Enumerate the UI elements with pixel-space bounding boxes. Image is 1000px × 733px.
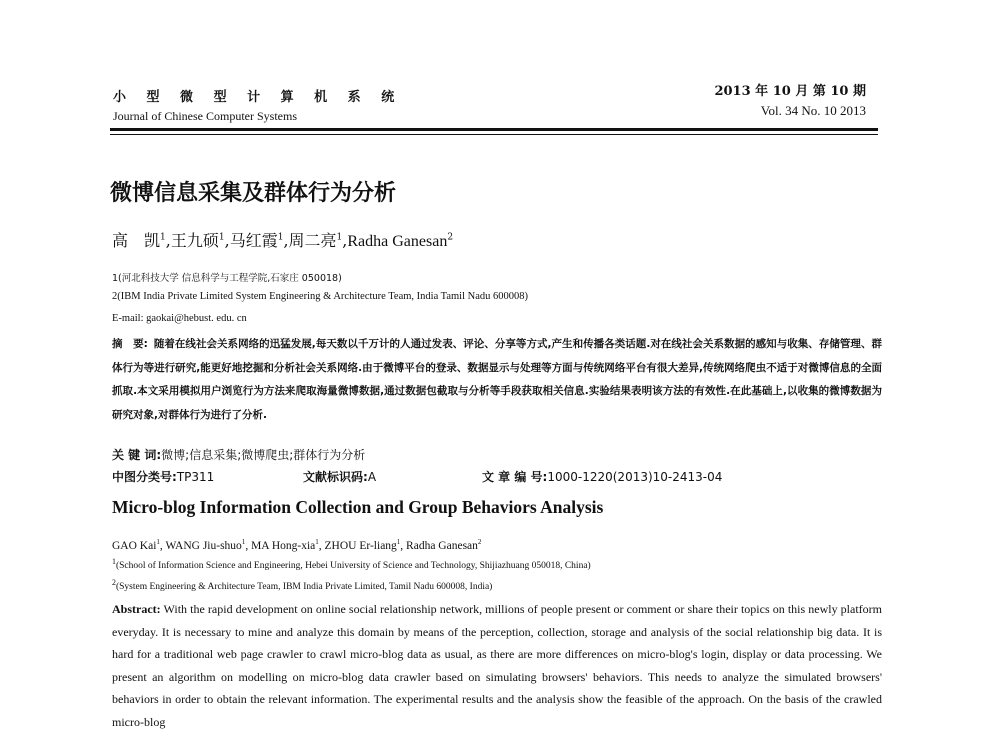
abstract-en-label: Abstract: [112,602,161,616]
affiliation-en-2 [112,578,492,592]
affiliation-en-text: (School of Information Science and Engineering, Hebei University of Science and Technology, Shijiazhuang 050018, China) [115,561,591,572]
affiliation-en-sup: 2 [112,578,116,587]
author-sup: 1 [336,232,343,243]
clc-number [112,468,214,485]
authors-cn: 高 凯$^1$,王九硕$^1$,马红霞$^1$,周二亮$^1$,Radha Ganesan$^2$ [112,231,454,250]
keywords-cn-text: 微博;信息采集;微博爬虫;群体行为分析 [161,448,366,462]
affiliation-cn-2: 2(IBM India Private Limited System Engineering & Architecture Team, India Tamil Nadu 600008) [112,291,529,302]
author-sup: 1 [160,232,166,243]
author-name-en: Radha Ganesan [406,539,478,552]
email: E-mail: gaokai@hebust. edu. cn [112,313,247,324]
clc-value: TP311 [176,470,215,484]
issue-info-en: Vol. 34 No. 10 2013 [760,103,866,118]
abstract-cn [112,333,882,427]
author-name-en: MA Hong-xia [251,539,316,552]
article-value: 1000-1220(2013)10-2413-04 [547,470,723,484]
author-sup-en: 1 [396,538,401,546]
journal-name-en: Journal of Chinese Computer Systems [113,109,297,123]
author-name: 王九硕 [170,231,219,250]
affiliation-en-1 [112,557,591,571]
author-sup-en: 2 [477,538,482,546]
author-name: 马红霞 [229,231,278,250]
author-name: Radha Ganesan [347,233,448,250]
affiliation-en-sup: 1 [112,557,116,566]
abstract-en [112,598,882,733]
abstract-cn-text: 随着在线社会关系网络的迅猛发展,每天数以千万计的人通过发表、评论、分享等方式,产生和传播各类话题.对在线社会关系数据的感知与收集、存储管理、群体行为等进行研究,能更好地挖掘和分析社会关系网络.由于微博平台的登录、数据显示与处理等方面与传统网络平台有很大差异,传统网络爬虫不适于对微博信息的全面抓取.本文采用模拟用户浏览行为方法来爬取海量微博数据,通过数据包截取与分析等手段获取相关信息.实验结果表明该方法的有效性.在此基础上,以收集的微博数据为研究对象,对群体行为进行了分析. [112,338,882,421]
author-name: 周二亮 [288,231,337,250]
abstract-cn-label: 摘 要: [112,338,148,350]
doc-value: A [367,470,377,484]
author-name: 高 凯 [112,231,161,250]
affiliation-cn-1: 1(河北科技大学 信息科学与工程学院,石家庄 050018) [112,273,342,284]
journal-name-cn: 小 型 微 型 计 算 机 系 统 [113,90,403,105]
keywords-cn [112,446,365,463]
author-sup-en: 1 [156,538,160,546]
keywords-cn-label: 关 键 词: [112,448,162,462]
author-name-en: GAO Kai [112,539,157,552]
doc-label: 文献标识码: [303,470,368,484]
author-sup-en: 1 [315,538,319,546]
article-label: 文 章 编 号: [482,470,548,484]
clc-label: 中图分类号: [112,470,177,484]
affiliation-en-text: (System Engineering & Architecture Team, IBM India Private Limited, Tamil Nadu 600008, India) [115,582,493,593]
authors-en: GAO Kai$^1$, WANG Jiu-shuo$^1$, MA Hong-xia$^1$, ZHOU Er-liang$^1$, Radha Ganesan$^2$ [112,538,482,552]
article-number [482,468,722,485]
author-name-en: ZHOU Er-liang [324,539,397,552]
paper-title-cn: 微博信息采集及群体行为分析 [110,181,397,206]
author-sup: 1 [218,232,225,243]
paper-title-en: Micro-blog Information Collection and Group Behaviors Analysis [112,497,604,517]
author-name-en: WANG Jiu-shuo [165,539,242,552]
author-sup-en: 1 [241,538,246,546]
author-sup: 2 [447,232,454,243]
header-rule-thick [110,128,878,131]
doc-code [303,468,376,485]
issue-info-cn: 2013 年 10 月 第 10 期 [714,84,866,99]
author-sup: 1 [277,232,284,243]
abstract-en-text: With the rapid development on online social relationship network, millions of people present or comment or share their topics on this newly platform everyday. It is necessary to mine and analyze this domain by means of the perception, collection, storage and analysis of the social relationship big data. It is hard for a traditional web page crawler to crawl micro-blog data as usual, as there are more differences on micro-blog's login, display or data processing. We present an algorithm on modelling on micro-blog data crawler based on simulating browsers' behaviors. This needs to analyze the simulated browsers' behaviors in order to obtain the relevant information. The experimental results and the analysis show the feasible of the approach. On the basis of the crawled micro-blog [112,602,882,729]
header-rule-thin [110,134,878,135]
